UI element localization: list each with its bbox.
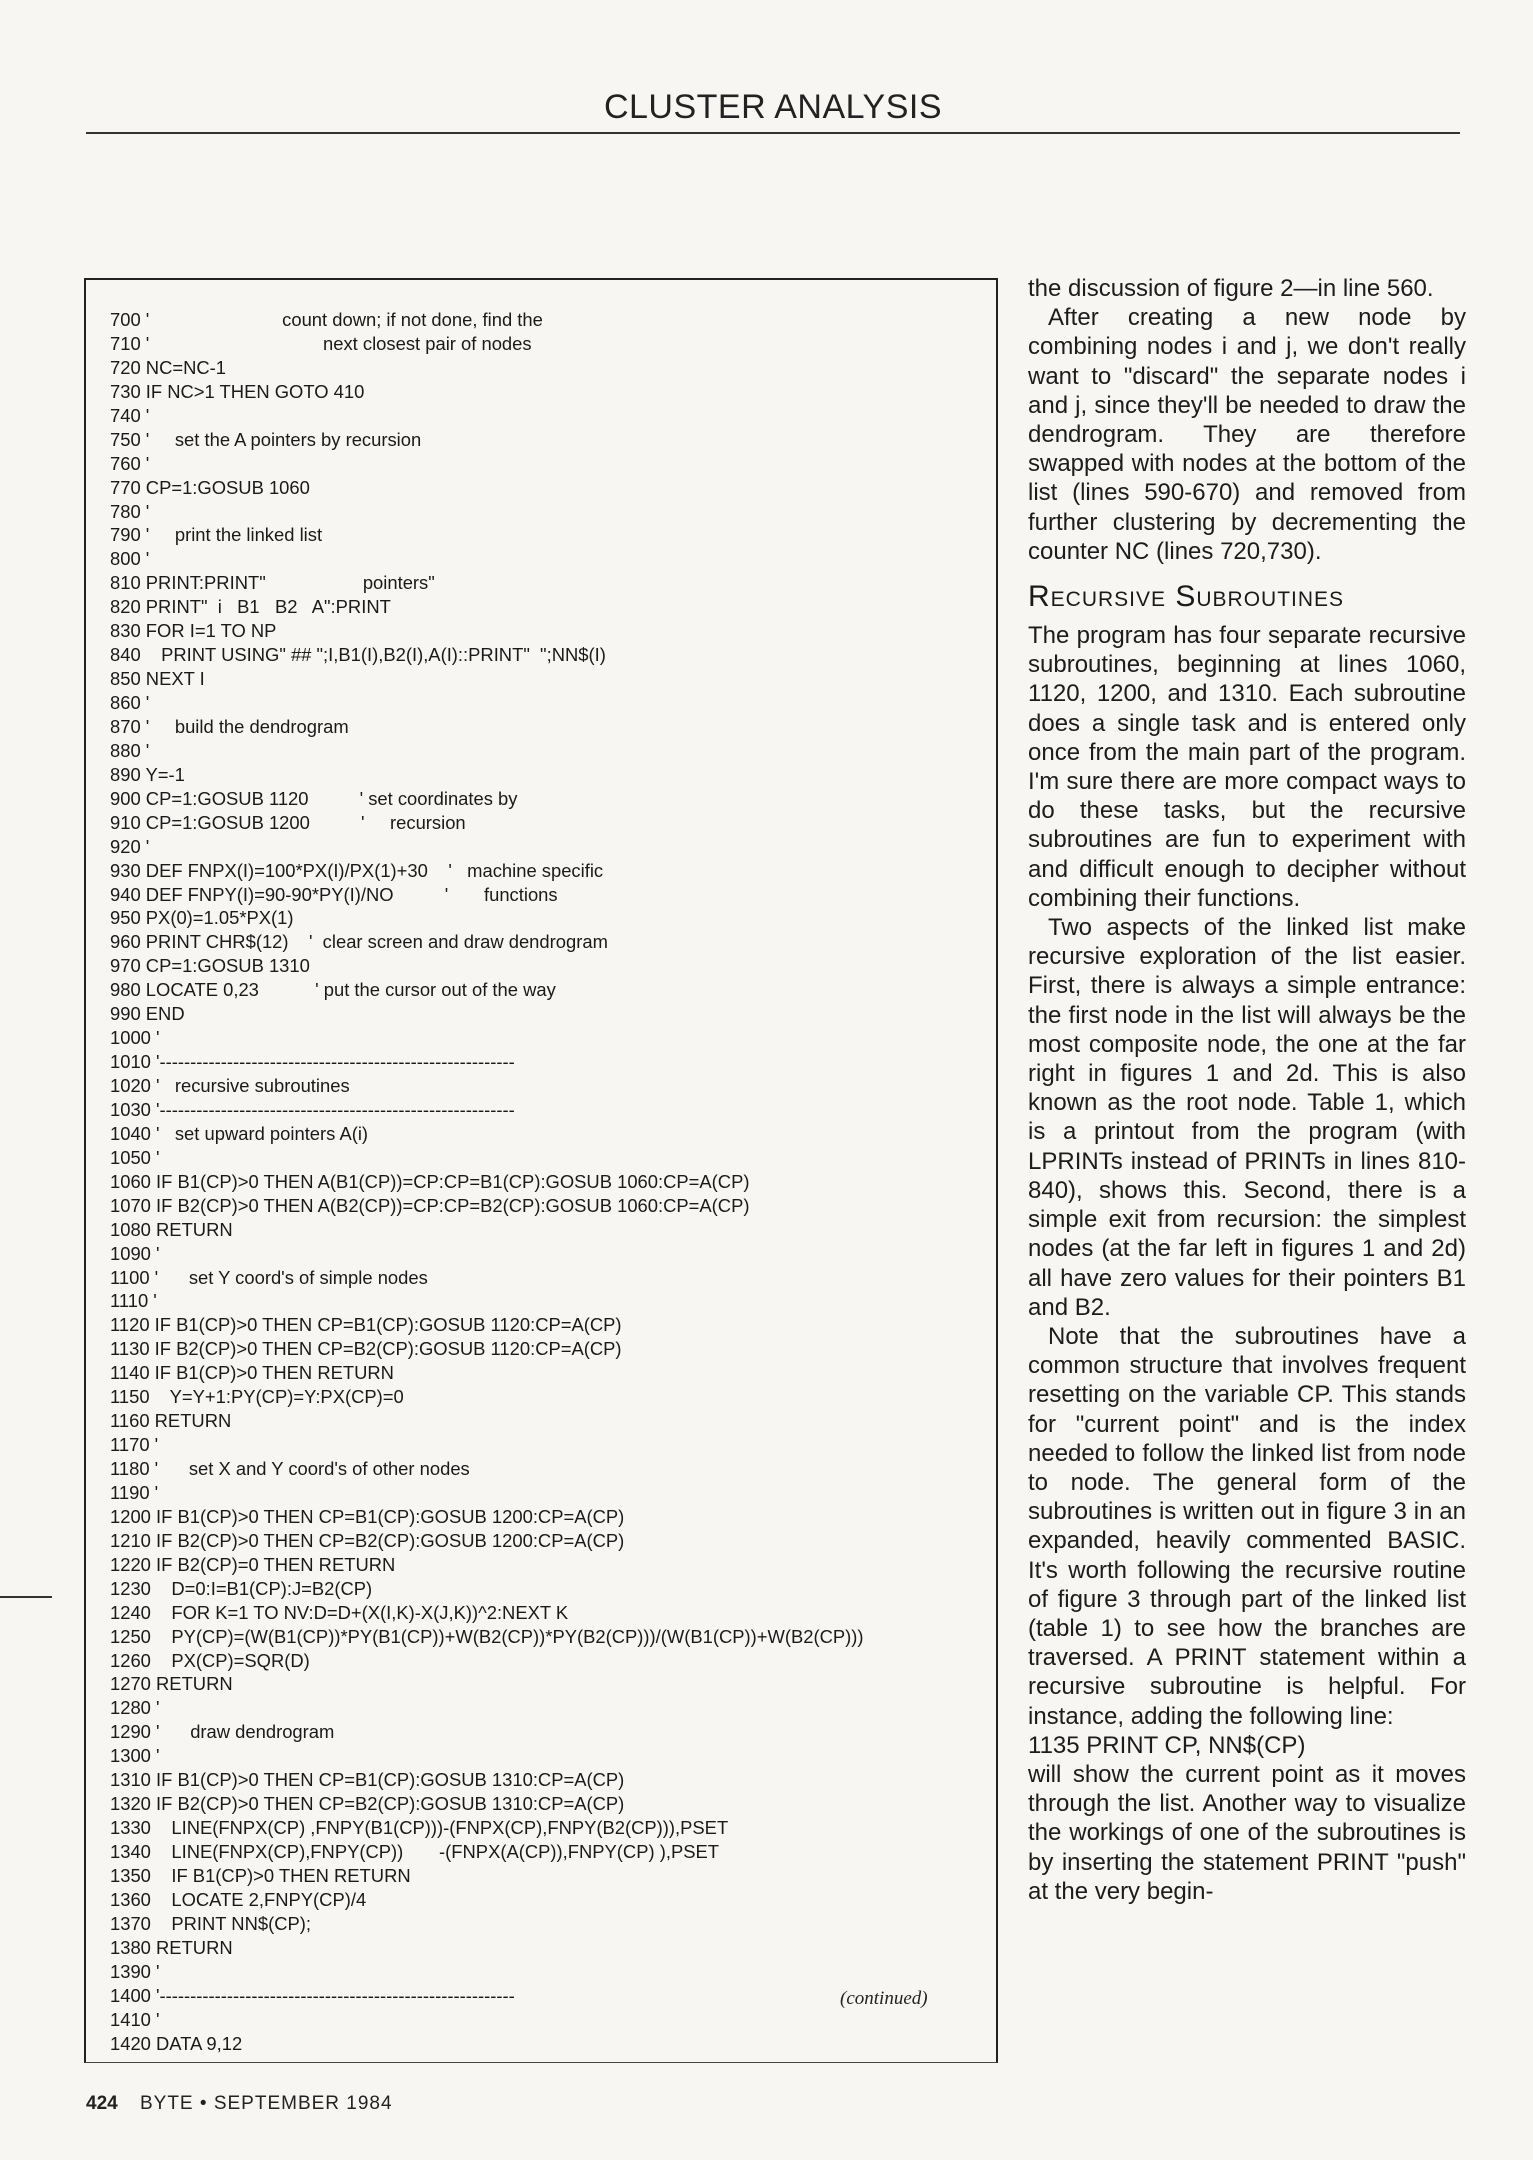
listing-line: 1340 LINE(FNPX(CP),FNPY(CP)) -(FNPX(A(CP)),FNPY(CP) ),PSET: [110, 1841, 719, 1862]
magazine-issue: BYTE • SEPTEMBER 1984: [139, 2093, 393, 2114]
listing-line: 960 PRINT CHR$(12) ' clear screen and draw dendrogram: [110, 931, 608, 953]
body-paragraph: will show the current point as it moves through the list. Another way to visualize the workings of one of the subroutines is by inserting the statement PRINT "push" at the very begin-: [1028, 1760, 1466, 1905]
listing-line: 1410 ': [110, 2008, 160, 2030]
listing-line: 910 CP=1:GOSUB 1200 ' recursion: [110, 811, 466, 833]
listing-line: 1020 ' recursive subroutines: [110, 1075, 350, 1096]
listing-line: 1310 IF B1(CP)>0 THEN CP=B1(CP):GOSUB 1310:CP=A(CP): [110, 1769, 625, 1791]
running-header: CLUSTER ANALYSIS: [603, 88, 943, 126]
listing-line: 890 Y=-1: [110, 763, 185, 785]
listing-line: 1400 '----------------------------------------------------------: [110, 1984, 515, 2006]
margin-mark: [0, 1596, 52, 1598]
listing-line: 1270 RETURN: [110, 1673, 233, 1695]
body-paragraph: The program has four separate recursive subroutines, beginning at lines 1060, 1120, 1200, and 1310. Each subroutine does a single task and is entered only once from the main part of the program. I'm sure there are more compact ways to do these tasks, but the recursive subroutines are fun to experiment with and difficult enough to decipher without combining their functions.: [1028, 622, 1466, 912]
listing-line: 1230 D=0:I=B1(CP):J=B2(CP): [110, 1577, 373, 1599]
listing-line: 820 PRINT" i B1 B2 A":PRINT: [110, 596, 391, 618]
listing-line: 1150 Y=Y+1:PY(CP)=Y:PX(CP)=0: [110, 1386, 404, 1408]
listing-line: 760 ': [110, 452, 150, 474]
body-paragraph: Two aspects of the linked list make recursive exploration of the list easier. First, there is always a simple entrance: the first node in the list will always be the most composite node, the one at the far right in figures 1 and 2d. This is also known as the root node. Table 1, which is a printout from the program (with LPRINTs instead of PRINTs in lines 810-840), shows this. Second, there is a simple exit from recursion: the simplest nodes (at the far left in figures 1 and 2d) all have zero values for their pointers B1 and B2.: [1028, 914, 1466, 1321]
listing-line: 980 LOCATE 0,23 ' put the cursor out of the way: [110, 979, 556, 1001]
section-heading: Recursive Subroutines: [1028, 580, 1345, 614]
listing-line: 990 END: [110, 1003, 185, 1025]
listing-line: 1320 IF B2(CP)>0 THEN CP=B2(CP):GOSUB 1310:CP=A(CP): [110, 1793, 625, 1815]
listing-line: 1380 RETURN: [110, 1936, 233, 1958]
listing-line: 730 IF NC>1 THEN GOTO 410: [110, 380, 365, 402]
listing-line: 1360 LOCATE 2,FNPY(CP)/4: [110, 1888, 367, 1910]
inline-code-line: 1135 PRINT CP, NN$(CP): [1028, 1731, 1306, 1759]
continued-note: (continued): [840, 1988, 928, 2009]
listing-line: 1120 IF B1(CP)>0 THEN CP=B1(CP):GOSUB 1120:CP=A(CP): [110, 1314, 622, 1336]
listing-line: 740 ': [110, 404, 150, 426]
listing-line: 1250 PY(CP)=(W(B1(CP))*PY(B1(CP))+W(B2(CP))*PY(B2(CP)))/(W(B1(CP))+W(B2(CP))): [110, 1625, 864, 1647]
listing-line: 1210 IF B2(CP)>0 THEN CP=B2(CP):GOSUB 1200:CP=A(CP): [110, 1529, 625, 1551]
listing-line: 840 PRINT USING" ## ";I,B1(I),B2(I),A(I)::PRINT" ";NN$(I): [110, 644, 606, 666]
program-listing: [110, 308, 990, 2055]
listing-line: 1300 ': [110, 1745, 160, 1767]
listing-line: 860 ': [110, 692, 150, 713]
listing-line: 1080 RETURN: [110, 1218, 233, 1240]
listing-line: 1290 ' draw dendrogram: [110, 1721, 335, 1743]
listing-line: 1060 IF B1(CP)>0 THEN A(B1(CP))=CP:CP=B1(CP):GOSUB 1060:CP=A(CP): [110, 1170, 750, 1192]
listing-line: 750 ' set the A pointers by recursion: [110, 428, 422, 450]
listing-line: 900 CP=1:GOSUB 1120 ' set coordinates by: [110, 787, 518, 809]
listing-line: 1200 IF B1(CP)>0 THEN CP=B1(CP):GOSUB 1200:CP=A(CP): [110, 1505, 625, 1527]
listing-line: 940 DEF FNPY(I)=90-90*PY(I)/NO ' functions: [110, 883, 558, 905]
body-paragraph: the discussion of figure 2—in line 560.: [1028, 275, 1434, 302]
listing-line: 780 ': [110, 500, 150, 522]
listing-line: 1030 '----------------------------------------------------------: [110, 1098, 515, 1120]
listing-line: 1390 ': [110, 1960, 160, 1982]
listing-line: 1090 ': [110, 1242, 160, 1264]
listing-line: 880 ': [110, 739, 150, 761]
article-column: [1028, 274, 1466, 1906]
listing-line: 770 CP=1:GOSUB 1060: [110, 476, 310, 498]
listing-line: 850 NEXT I: [110, 668, 205, 690]
listing-line: 950 PX(0)=1.05*PX(1): [110, 907, 294, 929]
listing-line: 800 ': [110, 548, 150, 570]
body-paragraph: Note that the subroutines have a common structure that involves frequent resetting on the variable CP. This stands for "current point" and is the index needed to follow the linked list from node to node. The general form of the subroutines is written out in figure 3 in an expanded, heavily commented BASIC. It's worth following the recursive routine of figure 3 through part of the linked list (table 1) to see how the branches are traversed. A PRINT statement within a recursive subroutine is helpful. For instance, adding the following line:: [1028, 1322, 1466, 1730]
listing-line: 1370 PRINT NN$(CP);: [110, 1912, 311, 1934]
listing-line: 720 NC=NC-1: [110, 356, 227, 378]
listing-line: 1000 ': [110, 1027, 160, 1049]
listing-line: 870 ' build the dendrogram: [110, 715, 349, 737]
listing-line: 1040 ' set upward pointers A(i): [110, 1122, 369, 1144]
listing-line: 1350 IF B1(CP)>0 THEN RETURN: [110, 1864, 411, 1886]
listing-line: 1160 RETURN: [110, 1410, 232, 1432]
listing-line: 1100 ' set Y coord's of simple nodes: [110, 1266, 428, 1288]
listing-line: 1130 IF B2(CP)>0 THEN CP=B2(CP):GOSUB 1120:CP=A(CP): [110, 1338, 622, 1360]
listing-line: 920 ': [110, 835, 150, 857]
listing-line: 1260 PX(CP)=SQR(D): [110, 1649, 310, 1671]
listing-line: 970 CP=1:GOSUB 1310: [110, 955, 310, 977]
listing-line: 1420 DATA 9,12: [110, 2032, 243, 2054]
listing-line: 930 DEF FNPX(I)=100*PX(I)/PX(1)+30 ' machine specific: [110, 859, 604, 881]
listing-line: 1220 IF B2(CP)=0 THEN RETURN: [110, 1553, 396, 1575]
listing-line: 1170 ': [110, 1434, 159, 1456]
page-footer: [86, 2093, 393, 2115]
listing-line: 1330 LINE(FNPX(CP) ,FNPY(B1(CP)))-(FNPX(CP),FNPY(B2(CP))),PSET: [110, 1817, 729, 1839]
listing-line: 1280 ': [110, 1697, 160, 1719]
header-rule: [86, 132, 1460, 134]
listing-line: 700 ' count down; if not done, find the: [110, 309, 543, 330]
listing-line: 1070 IF B2(CP)>0 THEN A(B2(CP))=CP:CP=B2(CP):GOSUB 1060:CP=A(CP): [110, 1194, 750, 1216]
listing-line: 1110 ': [110, 1290, 157, 1312]
body-paragraph: After creating a new node by combining nodes i and j, we don't really want to "discard" the separate nodes i and j, since they'll be needed to draw the dendrogram. They are therefore swapped with nodes at the bottom of the list (lines 590-670) and removed from further clustering by decrementing the counter NC (lines 720,730).: [1028, 304, 1466, 565]
listing-line: 1240 FOR K=1 TO NV:D=D+(X(I,K)-X(J,K))^2:NEXT K: [110, 1601, 569, 1623]
listing-line: 1050 ': [110, 1146, 160, 1168]
listing-line: 1190 ': [110, 1481, 159, 1503]
listing-line: 1010 '----------------------------------------------------------: [110, 1051, 515, 1073]
page-number: 424: [86, 2093, 118, 2114]
listing-line: 1180 ' set X and Y coord's of other nodes: [110, 1458, 470, 1479]
listing-line: 710 ' next closest pair of nodes: [110, 332, 532, 354]
listing-line: 1140 IF B1(CP)>0 THEN RETURN: [110, 1362, 394, 1384]
listing-line: 790 ' print the linked list: [110, 524, 323, 546]
listing-line: 830 FOR I=1 TO NP: [110, 620, 277, 642]
listing-line: 810 PRINT:PRINT" pointers": [110, 572, 435, 594]
